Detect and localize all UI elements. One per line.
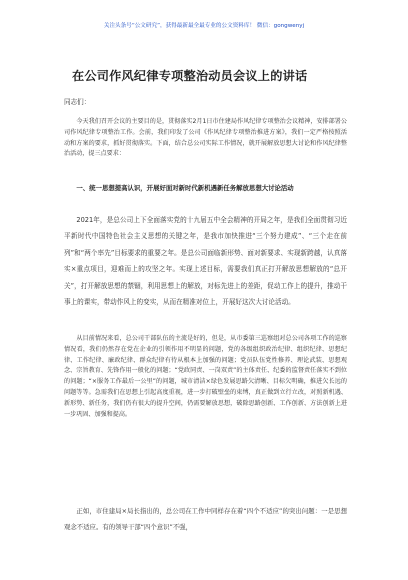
paragraph-current-situation: 从目前情况来看，总公司干部队伍的主流是好的，但是，从市委第三巡察组对总公司各项工作的巡察情况看，我们仍然存在党在企业的引领作用不明显的问题，党的各级组织政治纪律、组织纪律、思想纪律、工作纪律、廉政纪律、群众纪律有待从根本上加强的问题；党员队伍党性修养、理论武装、思想观念、宗旨教育、先锋作用一般化的问题；“党政同责、一岗双责”的主体责任、纪委的监督责任落实不到位的问题；“×服务工作最后一公里”的问题，城市清洁×绿色发展思路欠清晰、目标欠明确，推进欠长远的问题等等。急需我们在思想上引起高度重视，进一步打破壁垒的束缚，真正做到立行立改，对照新机遇、新形势、新任务，我们仍有很大的提升空间，仍需要解放思想，破除思路创新、工作创新、方法创新上进一步巩固、加强和提高。 (64, 335, 347, 418)
paragraph-four-mismatches: 正如，市住建局×局长指出的，总公司在工作中同样存在着“四个不适应”的突出问题：一是思想观念不适应。有的领导干部“四个意识”不强， (64, 507, 347, 532)
paragraph-intro: 今天我们召开会议的主要目的是，贯彻落实2月1日市住建局作风纪律专项整治会议精神，安排部署公司作风纪律专项整治工作。会前，我们印发了公司《作风纪律专项整治推进方案》，我们一定严格按照活动和方案的要求，抓好贯彻落实。下面，结合总公司实际工作情况，就开展解放思想大讨论和作风纪律整治活动，提三点要求： (64, 118, 347, 158)
promo-notice[interactable]: 关注头条号“公文研究”，获得最新最全最专业的公文资料库！ 微信：gongwenyj (103, 23, 305, 29)
document-title: 在公司作风纪律专项整治动员会议上的讲话 (72, 69, 308, 83)
paragraph-2021: 2021年，是总公司上下全面落实党的十九届五中全会精神的开局之年，是我们全面贯彻习近平新时代中国特色社会主义思想的关键之年，是我市加快推进“三个努力建成”、“三个走在前列”和“两个率先”目标要求的重要之年。是总公司面临新形势、面对新要求、实现新跨越，认真落实×重点项目，迎难而上的攻坚之年。实现上述目标，需要我们真正打开解放思想解放的“总开关”，打开解放思想的禁锢，利用思想上的解放，对标先进上的差距，促动工作上的提升，推动干事上的课实，带动作风上的变实，从而在精准对位上，开展好这次大讨论活动。 (64, 216, 347, 307)
salutation: 同志们： (64, 98, 91, 106)
section-heading-1: 一、统一思想提高认识，开展好面对新时代新机遇新任务解放思想大讨论活动 (76, 184, 294, 192)
